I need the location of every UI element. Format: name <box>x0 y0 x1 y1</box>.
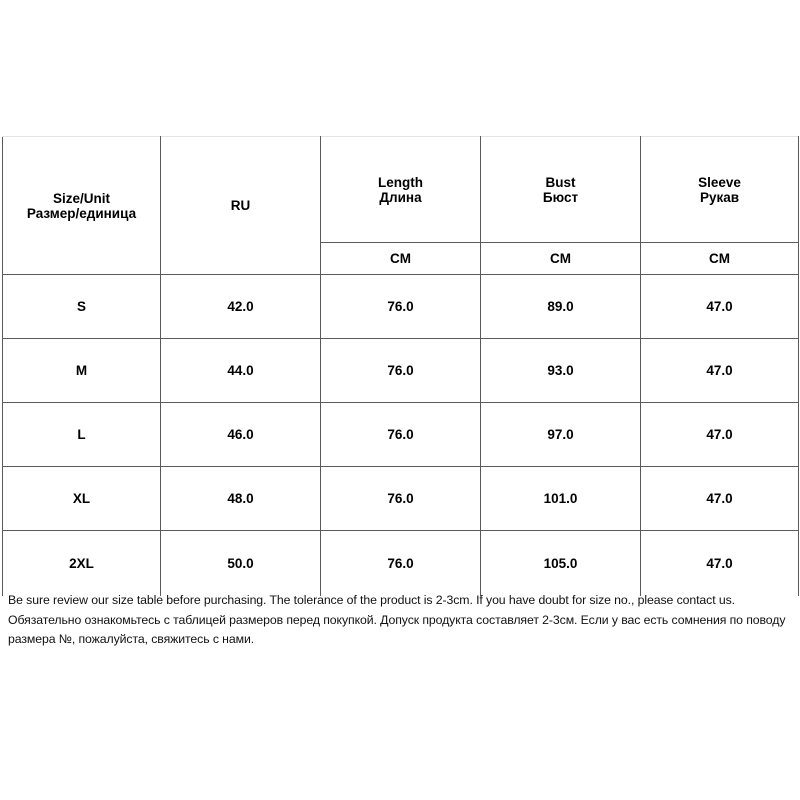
table-row <box>3 531 799 597</box>
cell-length: 76.0 <box>321 275 481 339</box>
table-row <box>3 275 799 339</box>
column-header-sleeve-en: Sleeve <box>698 174 741 190</box>
table-row <box>3 403 799 467</box>
cell-bust: 97.0 <box>481 403 641 467</box>
cell-sleeve: 47.0 <box>641 275 799 339</box>
column-header-sleeve-ru: Рукав <box>699 189 740 205</box>
header-row-main <box>3 137 799 243</box>
cell-size: XL <box>3 467 161 531</box>
cell-length: 76.0 <box>321 403 481 467</box>
note-russian-line-2: размера №, пожалуйста, свяжитесь с нами. <box>8 632 255 646</box>
note-english: Be sure review our size table before purchasing. The tolerance of the product is 2-3cm. If you have doubt for size no., please contact us. <box>8 593 735 607</box>
cell-length: 76.0 <box>321 467 481 531</box>
column-header-sleeve <box>641 137 799 243</box>
column-header-ru <box>161 137 321 275</box>
column-unit-sleeve: CM <box>641 243 799 275</box>
cell-ru: 50.0 <box>161 531 321 597</box>
table-row <box>3 467 799 531</box>
note-russian-line-1: Обязательно ознакомьтесь с таблицей размеров перед покупкой. Допуск продукта составляет 2-3cм. Если у вас есть сомнения по поводу <box>8 612 786 627</box>
size-chart-notes <box>8 591 792 650</box>
cell-ru: 44.0 <box>161 339 321 403</box>
table-body <box>3 275 799 597</box>
column-header-size-unit <box>3 137 161 275</box>
cell-ru: 42.0 <box>161 275 321 339</box>
cell-sleeve: 47.0 <box>641 531 799 597</box>
column-header-bust <box>481 137 641 243</box>
cell-ru: 48.0 <box>161 467 321 531</box>
table-row <box>3 339 799 403</box>
cell-sleeve: 47.0 <box>641 339 799 403</box>
column-header-length <box>321 137 481 243</box>
column-unit-length: CM <box>321 243 481 275</box>
cell-bust: 101.0 <box>481 467 641 531</box>
table-header <box>3 137 799 275</box>
cell-size: L <box>3 403 161 467</box>
cell-length: 76.0 <box>321 531 481 597</box>
column-header-ru-en: RU <box>230 198 251 213</box>
cell-size: M <box>3 339 161 403</box>
cell-ru: 46.0 <box>161 403 321 467</box>
cell-length: 76.0 <box>321 339 481 403</box>
column-header-length-ru: Длина <box>379 189 422 205</box>
column-header-size-unit-ru: Размер/единица <box>26 205 137 221</box>
cell-bust: 93.0 <box>481 339 641 403</box>
cell-size: 2XL <box>3 531 161 597</box>
cell-size: S <box>3 275 161 339</box>
column-header-bust-en: Bust <box>545 174 576 190</box>
cell-bust: 89.0 <box>481 275 641 339</box>
cell-sleeve: 47.0 <box>641 403 799 467</box>
column-header-size-unit-en: Size/Unit <box>52 190 110 206</box>
column-header-bust-ru: Бюст <box>542 189 579 205</box>
size-chart-table <box>2 136 799 596</box>
cell-bust: 105.0 <box>481 531 641 597</box>
column-header-length-en: Length <box>378 174 423 190</box>
column-unit-bust: CM <box>481 243 641 275</box>
cell-sleeve: 47.0 <box>641 467 799 531</box>
